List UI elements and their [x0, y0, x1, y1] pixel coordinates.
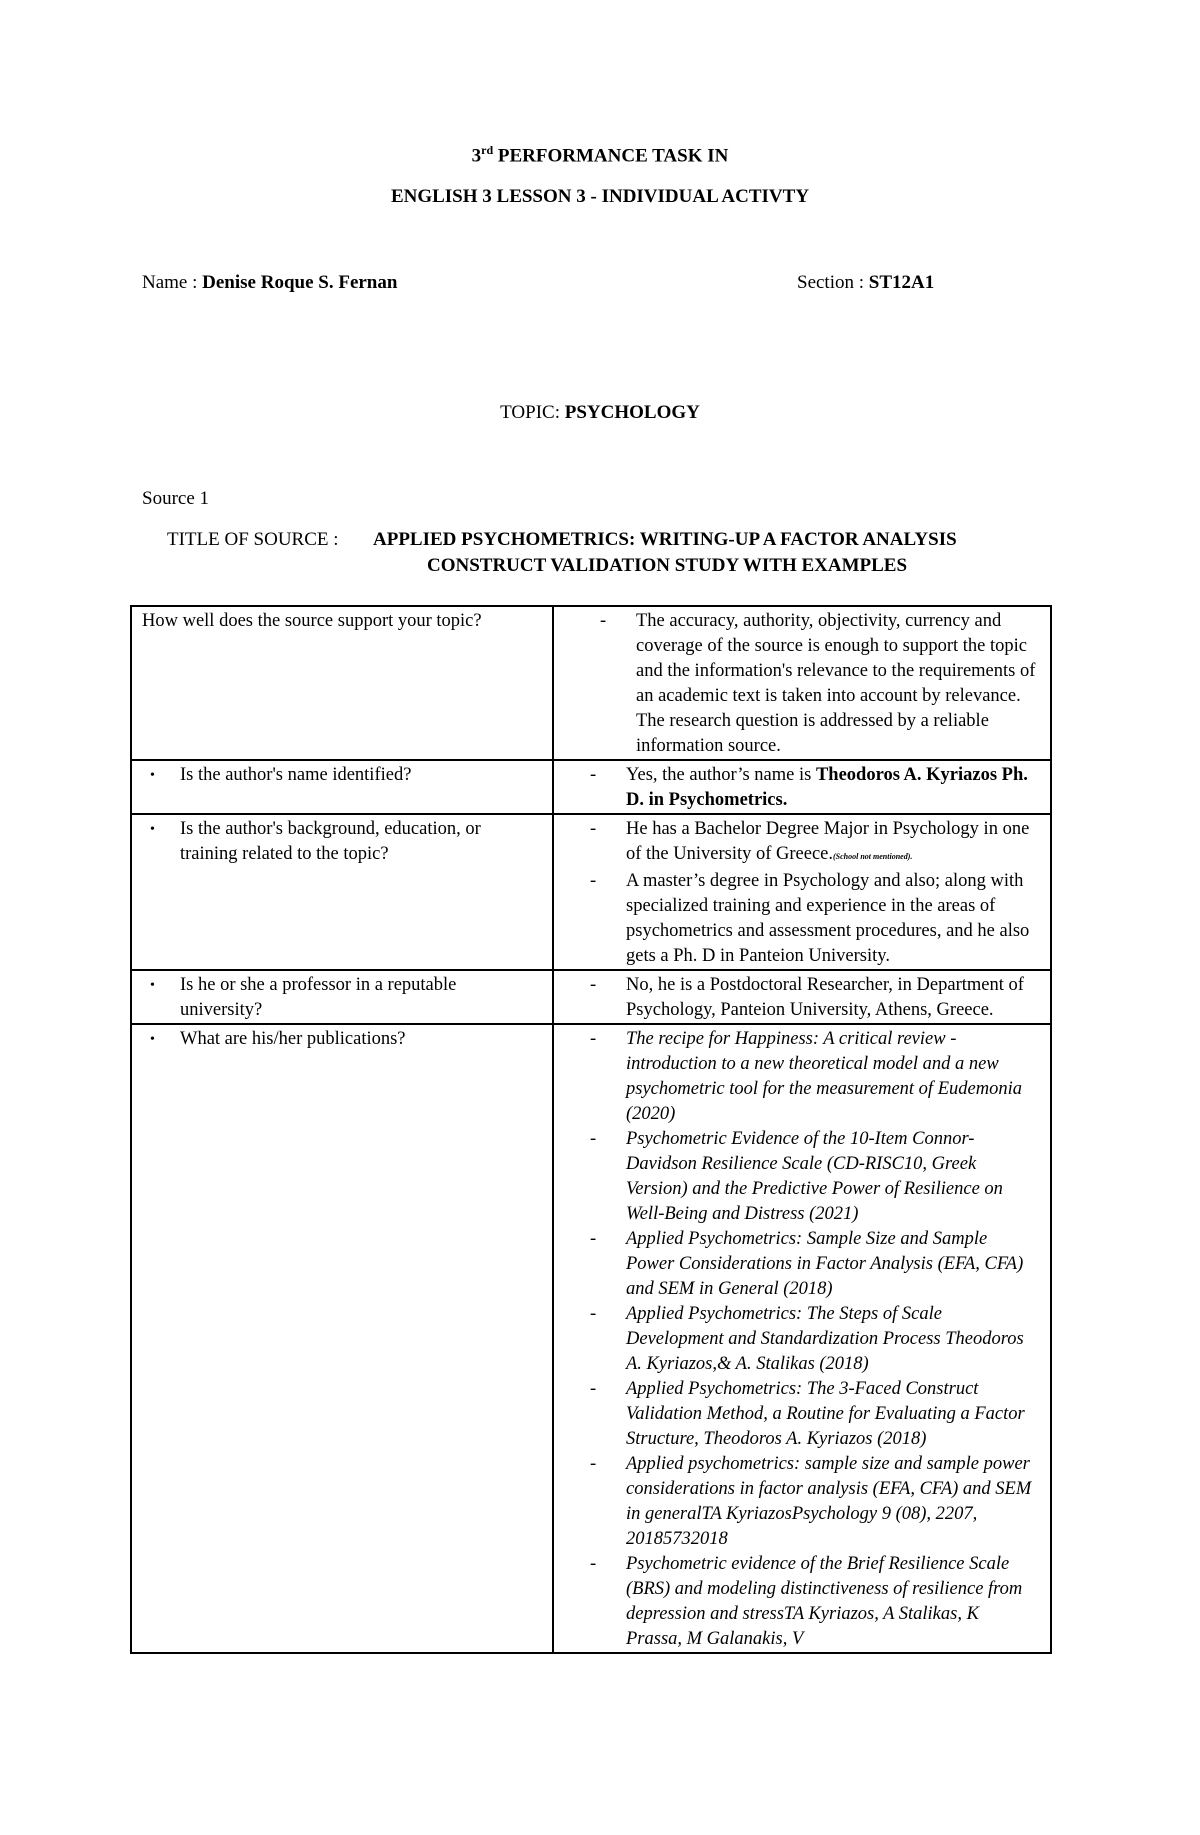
- question-cell: • Is the author's background, education, or training related to the topic?: [131, 814, 553, 970]
- name-value: Denise Roque S. Fernan: [202, 272, 398, 293]
- name-label: Name :: [142, 272, 198, 293]
- table-row: [131, 760, 1051, 814]
- table-row: [131, 814, 1051, 970]
- task-title: 3rd PERFORMANCE TASK IN: [471, 143, 729, 167]
- publication-item: - The recipe for Happiness: A critical review - introduction to a new theoretical model and a new psychometric tool for the measurement of Eudemonia (2020): [590, 1029, 1022, 1124]
- source-title-label: TITLE OF SOURCE :: [167, 529, 339, 550]
- source-title-line2: CONSTRUCT VALIDATION STUDY WITH EXAMPLES: [427, 555, 908, 576]
- source-title-line1: APPLIED PSYCHOMETRICS: WRITING-UP A FACTOR ANALYSIS: [373, 529, 957, 550]
- table-row: [131, 606, 1051, 760]
- list-item: - A master’s degree in Psychology and also; along with specialized training and experience in the areas of psychometrics and assessment procedures, and he also gets a Ph. D in Panteion University.: [590, 871, 1030, 966]
- section-row: [797, 272, 934, 294]
- publication-item: - Applied Psychometrics: The 3-Faced Construct Validation Method, a Routine for Evaluating a Factor Structure, Theodoros A. Kyriazos (2018): [590, 1379, 1025, 1449]
- question-cell: • Is he or she a professor in a reputable university?: [131, 970, 553, 1024]
- bullet-icon: •: [150, 978, 155, 993]
- section-label: Section :: [797, 272, 865, 293]
- student-name-row: [142, 272, 397, 294]
- bullet-icon: •: [150, 768, 155, 783]
- topic-row: [0, 402, 1200, 424]
- table-row: [131, 970, 1051, 1024]
- list-item: - The accuracy, authority, objectivity, currency and coverage of the source is enough to support the topic and the information's relevance to the requirements of an academic text is taken into account by relevance. The research question is addressed by a reliable information source.: [600, 611, 1036, 756]
- topic-label: TOPIC:: [500, 402, 560, 423]
- answer-cell: [553, 970, 1051, 1024]
- list-item: - No, he is a Postdoctoral Researcher, in Department of Psychology, Panteion University, Athens, Greece.: [590, 975, 1024, 1020]
- answer-cell: [553, 606, 1051, 760]
- lesson-title: ENGLISH 3 LESSON 3 - INDIVIDUAL ACTIVTY: [390, 186, 810, 207]
- topic-value: PSYCHOLOGY: [564, 402, 700, 423]
- bullet-icon: •: [150, 822, 155, 837]
- question-cell: • What are his/her publications?: [131, 1024, 553, 1653]
- list-item: - He has a Bachelor Degree Major in Psychology in one of the University of Greece.(School not mentioned).: [590, 819, 1030, 864]
- publication-item: - Applied Psychometrics: The Steps of Scale Development and Standardization Process Theodoros A. Kyriazos,& A. Stalikas (2018): [590, 1304, 1024, 1374]
- evaluation-table: [130, 605, 1052, 1654]
- publication-item: - Applied Psychometrics: Sample Size and Sample Power Considerations in Factor Analysis (EFA, CFA) and SEM in General (2018): [590, 1229, 1024, 1299]
- question-cell: • Is the author's name identified?: [131, 760, 553, 814]
- bullet-icon: •: [150, 1032, 155, 1047]
- table-row: [131, 1024, 1051, 1653]
- publication-item: - Applied psychometrics: sample size and sample power considerations in factor analysis (EFA, CFA) and SEM in generalTA KyriazosPsychology 9 (08), 2207, 20185732018: [590, 1454, 1032, 1549]
- answer-cell: [553, 814, 1051, 970]
- source-number: Source 1: [142, 488, 210, 509]
- answer-cell: [553, 1024, 1051, 1653]
- source-title-block: [167, 527, 957, 579]
- publication-item: - Psychometric Evidence of the 10-Item Connor-Davidson Resilience Scale (CD-RISC10, Greek Version) and the Predictive Power of Resilience on Well-Being and Distress (2021): [590, 1129, 1003, 1224]
- question-cell: How well does the source support your topic?: [131, 606, 553, 760]
- publication-item: - Psychometric evidence of the Brief Resilience Scale (BRS) and modeling distinctiveness of resilience from depression and stressTA Kyriazos, A Stalikas, K Prassa, M Galanakis, V: [590, 1554, 1023, 1649]
- section-value: ST12A1: [868, 272, 935, 293]
- list-item: - Yes, the author’s name is Theodoros A. Kyriazos Ph. D. in Psychometrics.: [590, 765, 1028, 810]
- answer-cell: [553, 760, 1051, 814]
